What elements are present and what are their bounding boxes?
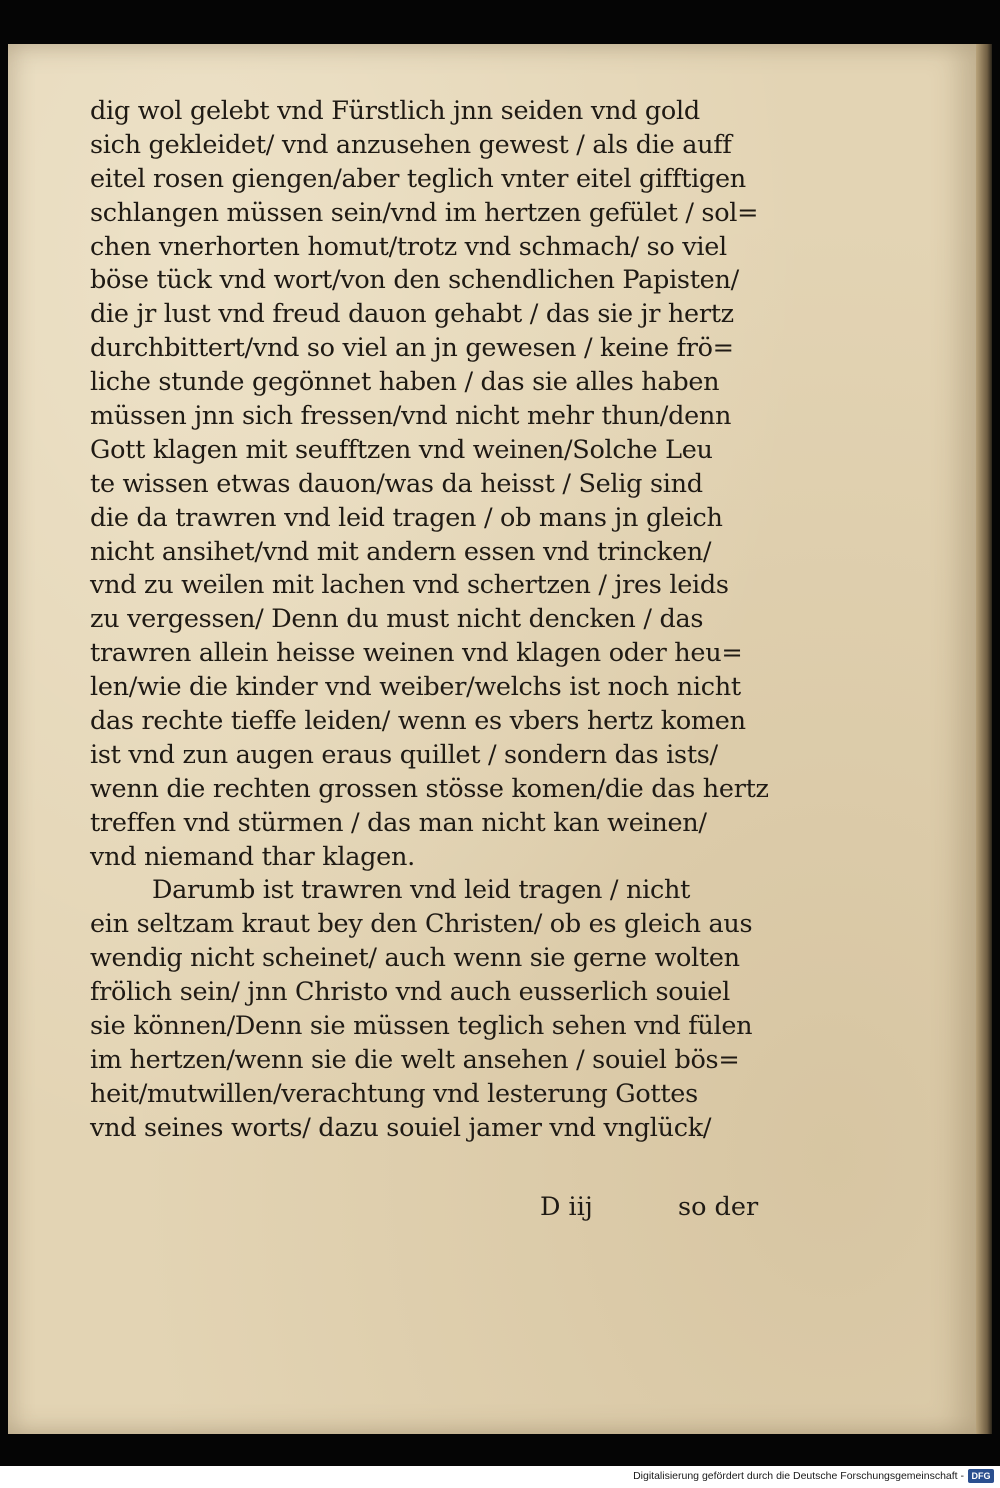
signature-mark: D iij [540,1192,593,1222]
text-line-6: böse tück vnd wort/von den schendlichen Papisten/ [90,265,739,296]
page-text [90,95,800,1146]
text-line-11: Gott klagen mit seufftzen vnd weinen/Solche Leu [90,434,713,465]
text-line-3: eitel rosen giengen/aber teglich vnter eitel gifftigen [90,163,746,194]
text-line-26: wendig nicht scheinet/ auch wenn sie gerne wolten [90,943,740,974]
text-line-16: zu vergessen/ Denn du must nicht dencken / das [90,604,704,635]
dfg-logo-icon: DFG [968,1469,994,1483]
text-line-22: treffen vnd stürmen / das man nicht kan weinen/ [90,807,707,838]
catchword: so der [678,1192,759,1222]
text-line-9: liche stunde gegönnet haben / das sie alles haben [90,367,720,398]
text-line-18: len/wie die kinder vnd weiber/welchs ist noch nicht [90,672,741,703]
text-line-20: ist vnd zun augen eraus quillet / sondern das ists/ [90,739,718,770]
text-line-21: wenn die rechten grossen stösse komen/die das hertz [90,773,769,804]
text-line-1: dig wol gelebt vnd Fürstlich jnn seiden vnd gold [90,96,700,126]
text-line-2: sich gekleidet/ vnd anzusehen gewest / als die auff [90,129,732,160]
text-line-10: müssen jnn sich fressen/vnd nicht mehr thun/denn [90,401,732,432]
text-line-24: Darumb ist trawren vnd leid tragen / nicht [152,875,691,906]
page-footer-line [540,1190,800,1224]
text-line-15: vnd zu weilen mit lachen vnd schertzen / jres leids [90,570,729,601]
text-line-14: nicht ansihet/vnd mit andern essen vnd trincken/ [90,536,712,567]
text-line-13: die da trawren vnd leid tragen / ob mans jn gleich [90,502,723,533]
text-line-7: die jr lust vnd freud dauon gehabt / das sie jr hertz [90,299,734,330]
text-line-31: vnd seines worts/ dazu souiel jamer vnd vnglück/ [90,1112,712,1143]
text-line-17: trawren allein heisse weinen vnd klagen oder heu= [90,638,743,669]
text-line-5: chen vnerhorten homut/trotz vnd schmach/ so viel [90,231,727,262]
text-line-12: te wissen etwas dauon/was da heisst / Selig sind [90,468,703,499]
text-line-28: sie können/Denn sie müssen teglich sehen vnd fülen [90,1011,753,1042]
funding-note: Digitalisierung gefördert durch die Deutsche Forschungsgemeinschaft - [633,1470,964,1482]
text-line-23: vnd niemand thar klagen. [90,841,415,872]
text-line-8: durchbittert/vnd so viel an jn gewesen / keine frö= [90,333,734,364]
text-line-25: ein seltzam kraut bey den Christen/ ob es gleich aus [90,909,753,940]
text-line-4: schlangen müssen sein/vnd im hertzen gefület / sol= [90,197,759,228]
text-line-19: das rechte tieffe leiden/ wenn es vbers hertz komen [90,706,746,737]
text-line-30: heit/mutwillen/verachtung vnd lesterung Gottes [90,1078,698,1109]
text-line-29: im hertzen/wenn sie die welt ansehen / souiel bös= [90,1044,740,1075]
page-edge [976,44,992,1434]
text-line-27: frölich sein/ jnn Christo vnd auch eusserlich souiel [90,977,730,1008]
